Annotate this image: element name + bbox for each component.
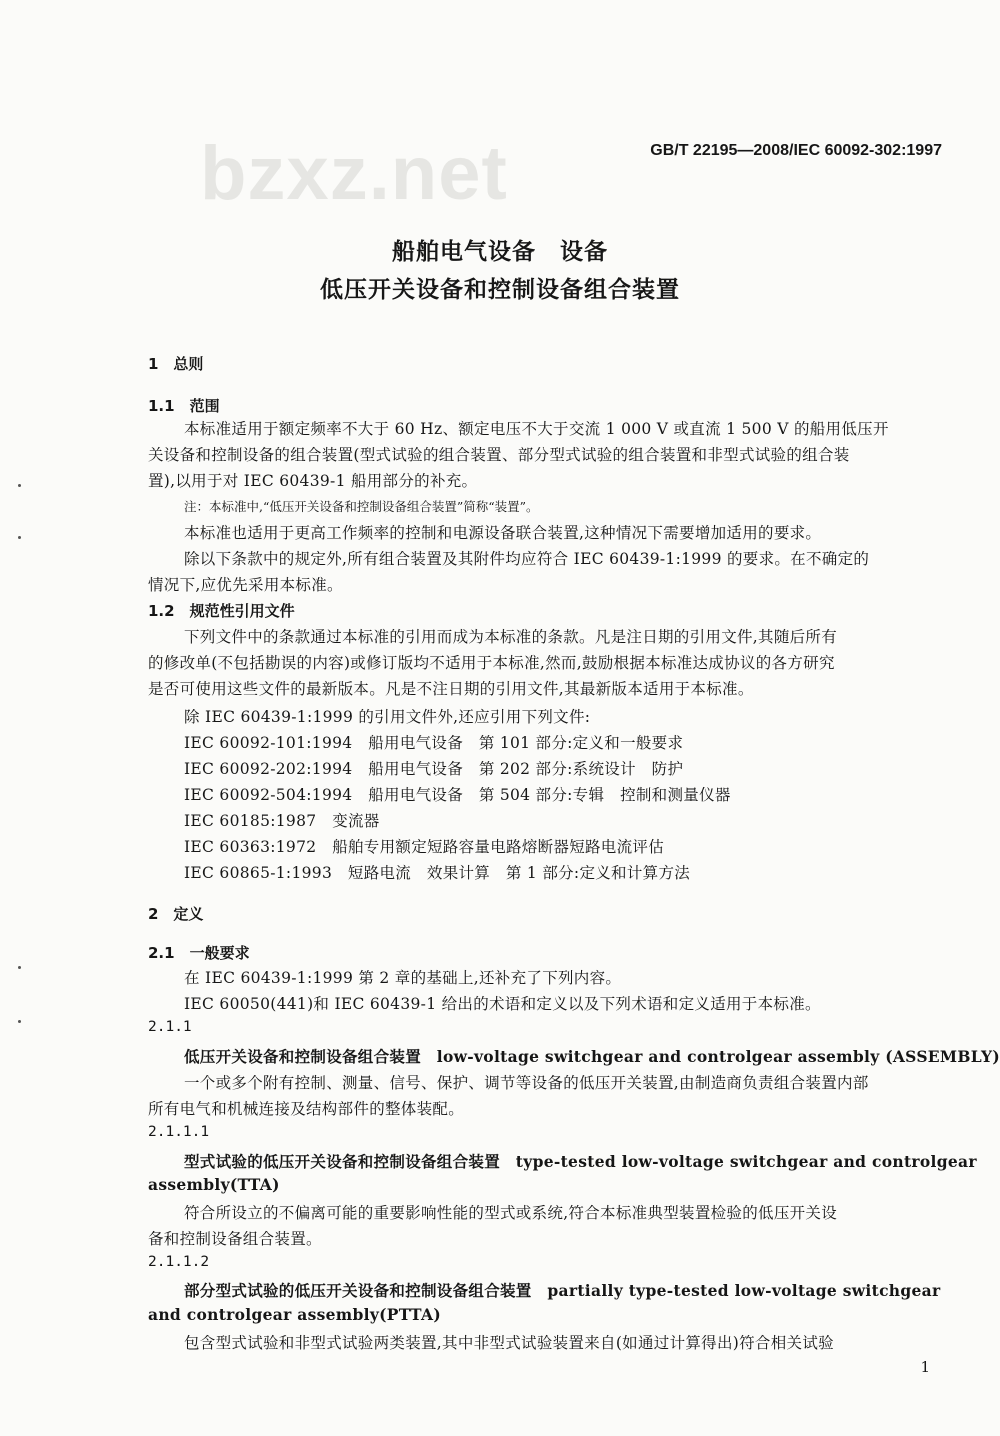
- paragraph-line: 是否可使用这些文件的最新版本。凡是不注日期的引用文件,其最新版本适用于本标准。: [148, 680, 754, 698]
- paragraph-line: 除 IEC 60439-1:1999 的引用文件外,还应引用下列文件:: [184, 708, 591, 726]
- clause-number: 2.1.1: [148, 1019, 192, 1035]
- paragraph-line: 本标准适用于额定频率不大于 60 Hz、额定电压不大于交流 1 000 V 或直流 1 500 V 的船用低压开: [184, 420, 889, 438]
- section-heading: 1 总则: [148, 355, 204, 373]
- standard-number: GB/T 22195—2008/IEC 60092-302:1997: [650, 142, 942, 159]
- watermark: bzxz.net: [200, 131, 508, 216]
- reference-item: IEC 60092-101:1994 船用电气设备 第 101 部分:定义和一般要求: [184, 734, 684, 752]
- section-heading: 1.1 范围: [148, 397, 220, 415]
- term-heading: 低压开关设备和控制设备组合装置 low-voltage switchgear and controlgear assembly (ASSEMBLY): [184, 1047, 1000, 1066]
- title-line-1: 船舶电气设备 设备: [392, 239, 608, 265]
- paragraph-line: IEC 60050(441)和 IEC 60439-1 给出的术语和定义以及下列术语和定义适用于本标准。: [184, 995, 821, 1013]
- clause-number: 2.1.1.1: [148, 1124, 210, 1140]
- paragraph-line: 本标准也适用于更高工作频率的控制和电源设备联合装置,这种情况下需要增加适用的要求。: [184, 524, 822, 542]
- paragraph-line: 包含型式试验和非型式试验两类装置,其中非型式试验装置来自(如通过计算得出)符合相关试验: [184, 1334, 834, 1352]
- scan-speck: [18, 1020, 21, 1023]
- paragraph-line: 在 IEC 60439-1:1999 第 2 章的基础上,还补充了下列内容。: [184, 969, 622, 987]
- reference-item: IEC 60092-504:1994 船用电气设备 第 504 部分:专辑 控制和测量仪器: [184, 786, 731, 804]
- paragraph-line: 的修改单(不包括勘误的内容)或修订版均不适用于本标准,然而,鼓励根据本标准达成协议的各方研究: [148, 654, 835, 672]
- page-number: 1: [920, 1358, 930, 1376]
- reference-item: IEC 60185:1987 变流器: [184, 812, 380, 830]
- paragraph-line: 置),以用于对 IEC 60439-1 船用部分的补充。: [148, 472, 478, 490]
- scan-speck: [18, 484, 21, 487]
- term-heading: 部分型式试验的低压开关设备和控制设备组合装置 partially type-tested low-voltage switchgear: [184, 1281, 941, 1300]
- section-heading: 2.1 一般要求: [148, 944, 250, 962]
- term-heading: and controlgear assembly(PTTA): [148, 1305, 441, 1324]
- reference-item: IEC 60363:1972 船舶专用额定短路容量电路熔断器短路电流评估: [184, 838, 665, 856]
- paragraph-line: 一个或多个附有控制、测量、信号、保护、调节等设备的低压开关装置,由制造商负责组合装置内部: [184, 1074, 869, 1092]
- section-heading: 2 定义: [148, 905, 204, 923]
- reference-item: IEC 60092-202:1994 船用电气设备 第 202 部分:系统设计 防护: [184, 760, 684, 778]
- paragraph-line: 符合所设立的不偏离可能的重要影响性能的型式或系统,符合本标准典型装置检验的低压开关设: [184, 1204, 838, 1222]
- paragraph-line: 除以下条款中的规定外,所有组合装置及其附件均应符合 IEC 60439-1:1999 的要求。在不确定的: [184, 550, 870, 568]
- paragraph-line: 关设备和控制设备的组合装置(型式试验的组合装置、部分型式试验的组合装置和非型式试验的组合装: [148, 446, 850, 464]
- paragraph-line: 备和控制设备组合装置。: [148, 1230, 322, 1248]
- term-heading: assembly(TTA): [148, 1175, 280, 1194]
- reference-item: IEC 60865-1:1993 短路电流 效果计算 第 1 部分:定义和计算方法: [184, 864, 691, 882]
- section-heading: 1.2 规范性引用文件: [148, 602, 295, 620]
- paragraph-line: 下列文件中的条款通过本标准的引用而成为本标准的条款。凡是注日期的引用文件,其随后所有: [184, 628, 838, 646]
- term-heading: 型式试验的低压开关设备和控制设备组合装置 type-tested low-voltage switchgear and controlgear: [184, 1152, 977, 1171]
- note-line: 注：本标准中,“低压开关设备和控制设备组合装置”简称“装置”。: [184, 499, 539, 514]
- paragraph-line: 所有电气和机械连接及结构部件的整体装配。: [148, 1100, 465, 1118]
- paragraph-line: 情况下,应优先采用本标准。: [148, 576, 343, 594]
- scan-speck: [18, 966, 21, 969]
- title-line-2: 低压开关设备和控制设备组合装置: [320, 277, 680, 303]
- clause-number: 2.1.1.2: [148, 1254, 210, 1270]
- scan-speck: [18, 536, 21, 539]
